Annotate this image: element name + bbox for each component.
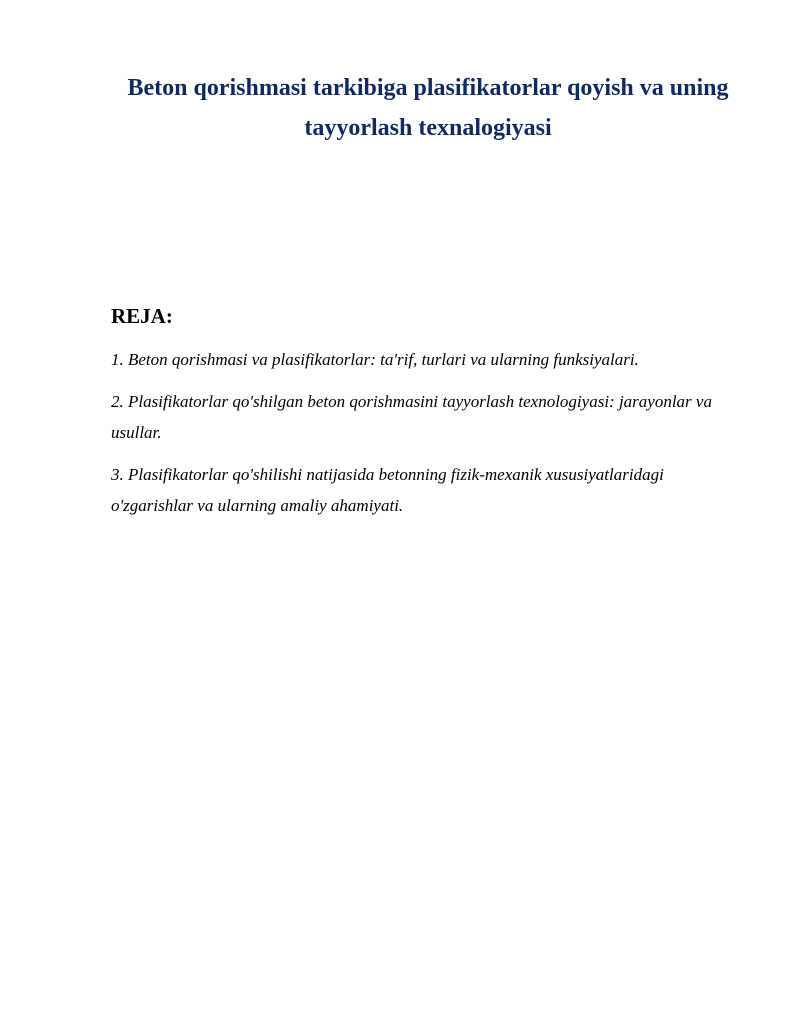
plan-item-3: 3. Plasifikatorlar qo'shilishi natijasida betonning fizik-mexanik xususiyatlaridagi o'zgarishlar va ularning amaliy ahamiyati.	[111, 465, 664, 515]
plan-list	[111, 344, 743, 532]
plan-item-1: 1. Beton qorishmasi va plasifikatorlar: ta'rif, turlari va ularning funksiyalari.	[111, 350, 639, 369]
document-title: Beton qorishmasi tarkibiga plasifikatorlar qoyish va uning tayyorlash texnalogiyasi	[127, 75, 729, 141]
plan-heading: REJA:	[111, 304, 173, 328]
plan-item-2: 2. Plasifikatorlar qo'shilgan beton qorishmasini tayyorlash texnologiyasi: jarayonlar va usullar.	[111, 392, 712, 442]
